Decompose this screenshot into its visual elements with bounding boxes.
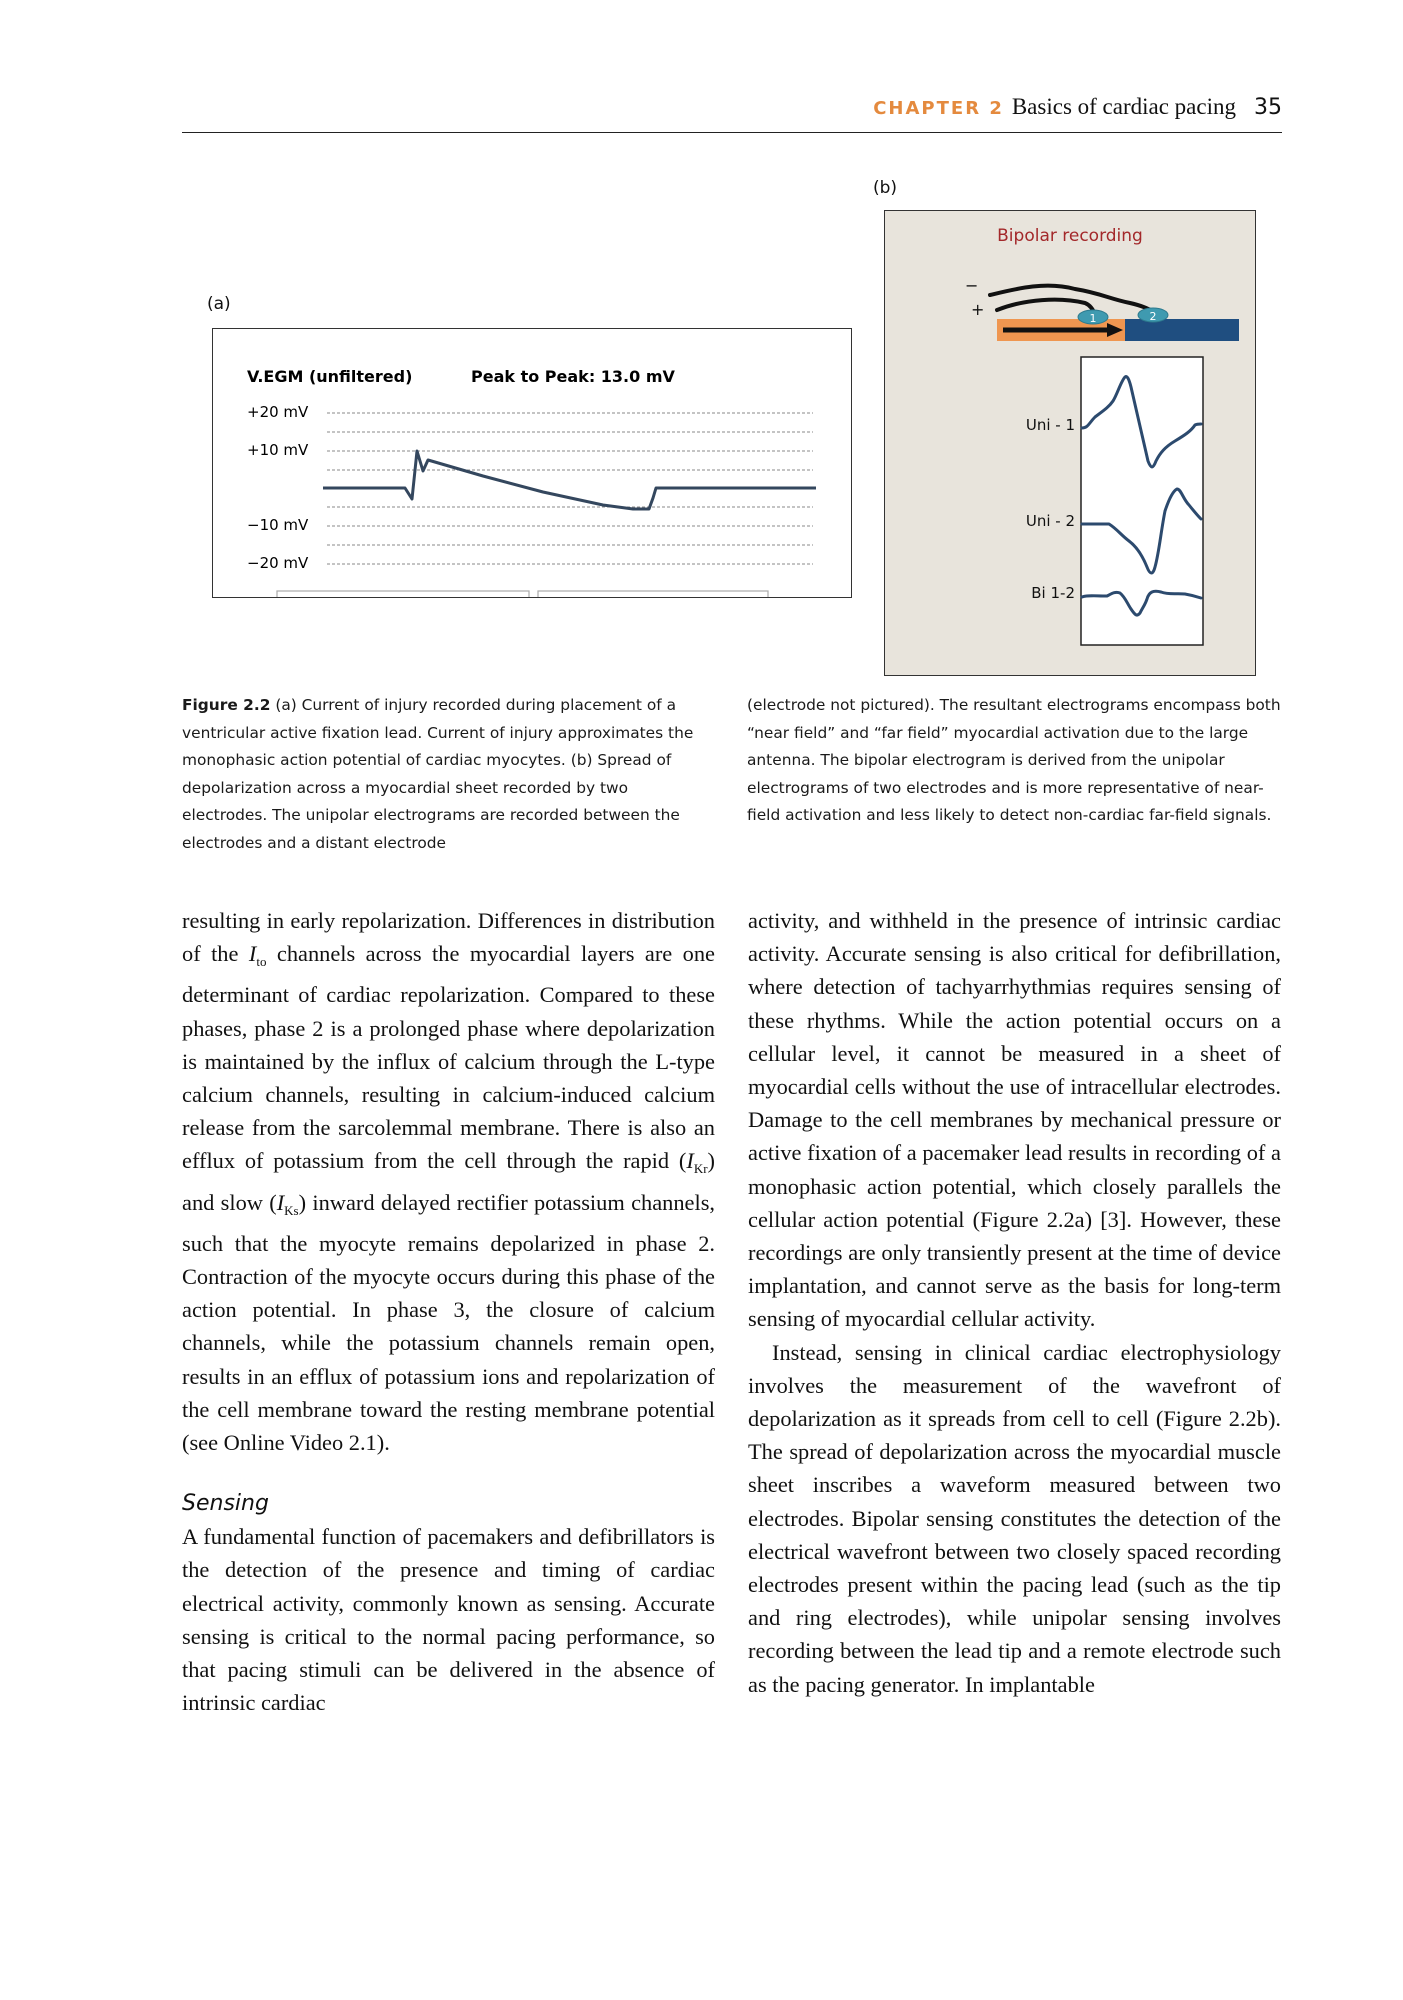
- bipolar-title: Bipolar recording: [997, 226, 1143, 246]
- timeline-segment: [277, 591, 529, 597]
- italic-symbol-I: I: [686, 1148, 694, 1174]
- figure-caption-label: Figure 2.2: [182, 696, 271, 714]
- figure-caption-left: [182, 692, 712, 858]
- y-label-minus20: −20 mV: [247, 554, 309, 572]
- subscript-kr: Kr: [693, 1161, 708, 1177]
- text-run: ) inward delayed rectifier potassium channels, such that the myocyte remains depolarized in phase 2. Contraction of the myocyte occurs during this phase of the action potential. In phase 3, the closure of calcium channels, while the potassium channels remain open, results in an efflux of potassium ions and repolarization of the cell membrane toward the resting membrane potential (see Online Video 2.1).: [182, 1189, 716, 1456]
- section-heading-sensing: Sensing: [182, 1491, 269, 1517]
- y-label-minus10: −10 mV: [247, 516, 309, 534]
- italic-symbol-I: I: [276, 1189, 285, 1215]
- body-column-right: [748, 904, 1281, 1701]
- egm-peak-to-peak: Peak to Peak: 13.0 mV: [471, 367, 675, 386]
- body-column-left: [182, 904, 715, 1719]
- subscript-ks: Ks: [284, 1202, 299, 1218]
- figure-panel-a: [212, 328, 852, 598]
- figure-caption-text-left: (a) Current of injury recorded during placement of a ventricular active fixation lead. Current of injury approximates the monophasic action potential of cardiac myocytes. (b) Spread of depolarization across a myocardial sheet recorded by two electrodes. The unipolar electrograms are recorded between the electrodes and a distant electrode: [182, 696, 694, 852]
- electrode-1-label: 1: [1089, 312, 1097, 325]
- minus-sign: −: [965, 276, 979, 295]
- chapter-title: Basics of cardiac pacing: [1011, 94, 1236, 119]
- text-run: channels across the myocardial layers are one determinant of cardiac repolarization. Compared to these phases, phase 2 is a prolonged phase where depolarization is maintained by the influx of calcium through the L-type calcium channels, resulting in calcium-induced calcium release from the sarcolemmal membrane. There is also an efflux of potassium from the cell through the rapid (: [182, 941, 715, 1174]
- body-paragraph: activity, and withheld in the presence of intrinsic cardiac activity. Accurate sensing is also critical for defibrillation, where detection of tachyarrhythmias requires sensing of these rhythms. While the action potential occurs on a cellular level, it cannot be measured in a sheet of myocardial cells without the use of intracellular electrodes. Damage to the cell membranes by mechanical pressure or active fixation of a pacemaker lead results in recording of a monophasic action potential, which closely parallels the cellular action potential (Figure 2.2a) [3]. However, these recordings are only transiently present at the time of device implantation, and cannot serve as the basis for long-term sensing of myocardial cellular activity.: [748, 908, 1281, 1332]
- panel-a-label: (a): [207, 294, 231, 314]
- y-label-plus10: +10 mV: [247, 441, 309, 459]
- page-number: 35: [1254, 95, 1282, 120]
- egm-trace: [323, 451, 816, 509]
- running-header: [182, 92, 1282, 133]
- trace-label-bi-1-2: Bi 1-2: [1031, 584, 1075, 602]
- plus-sign: +: [971, 300, 985, 319]
- running-header-text: [873, 94, 1282, 120]
- egm-timeline-bar: [277, 591, 768, 597]
- trace-label-uni-1: Uni - 1: [1025, 416, 1075, 434]
- panel-b-label: (b): [873, 178, 898, 198]
- body-paragraph: A fundamental function of pacemakers and defibrillators is the detection of the presence and timing of cardiac electrical activity, commonly known as sensing. Accurate sensing is critical to the normal pacing performance, so that pacing stimuli can be delivered in the absence of intrinsic cardiac: [182, 1524, 715, 1716]
- y-label-plus20: +20 mV: [247, 403, 309, 421]
- italic-symbol-I: I: [248, 941, 257, 967]
- body-paragraph: Instead, sensing in clinical cardiac electrophysiology involves the measurement of the wavefront of depolarization as it spreads from cell to cell (Figure 2.2b). The spread of depolarization across the myocardial muscle sheet inscribes a waveform measured between two electrodes. Bipolar sensing constitutes the detection of the electrical wavefront between two closely spaced recording electrodes present within the pacing lead (such as the tip and ring electrodes), while unipolar sensing involves recording between the lead tip and a remote electrode such as the pacing generator. In implantable: [748, 1339, 1281, 1697]
- bipolar-diagram: [885, 211, 1255, 675]
- electrode-2-label: 2: [1149, 310, 1157, 323]
- text-run: resulting in early repolarization. Differences in distribution of the: [182, 908, 715, 967]
- timeline-segment: [538, 591, 768, 597]
- text-run: ) and slow (: [182, 1148, 715, 1215]
- egm-plot: [213, 329, 851, 597]
- trace-label-uni-2: Uni - 2: [1025, 512, 1075, 530]
- figure-caption-right: (electrode not pictured). The resultant electrograms encompass both “near field” and “far field” myocardial activation due to the large antenna. The bipolar electrogram is derived from the unipolar electrograms of two electrodes and is more representative of near-field activation and less likely to detect non-cardiac far-field signals.: [747, 696, 1281, 825]
- subscript-to: to: [256, 954, 267, 970]
- egm-title: V.EGM (unfiltered): [247, 367, 413, 386]
- body-paragraph: [182, 904, 715, 1459]
- chapter-label: CHAPTER 2: [873, 98, 1004, 119]
- tissue-resting: [1125, 319, 1239, 341]
- figure-panel-b: [884, 210, 1256, 676]
